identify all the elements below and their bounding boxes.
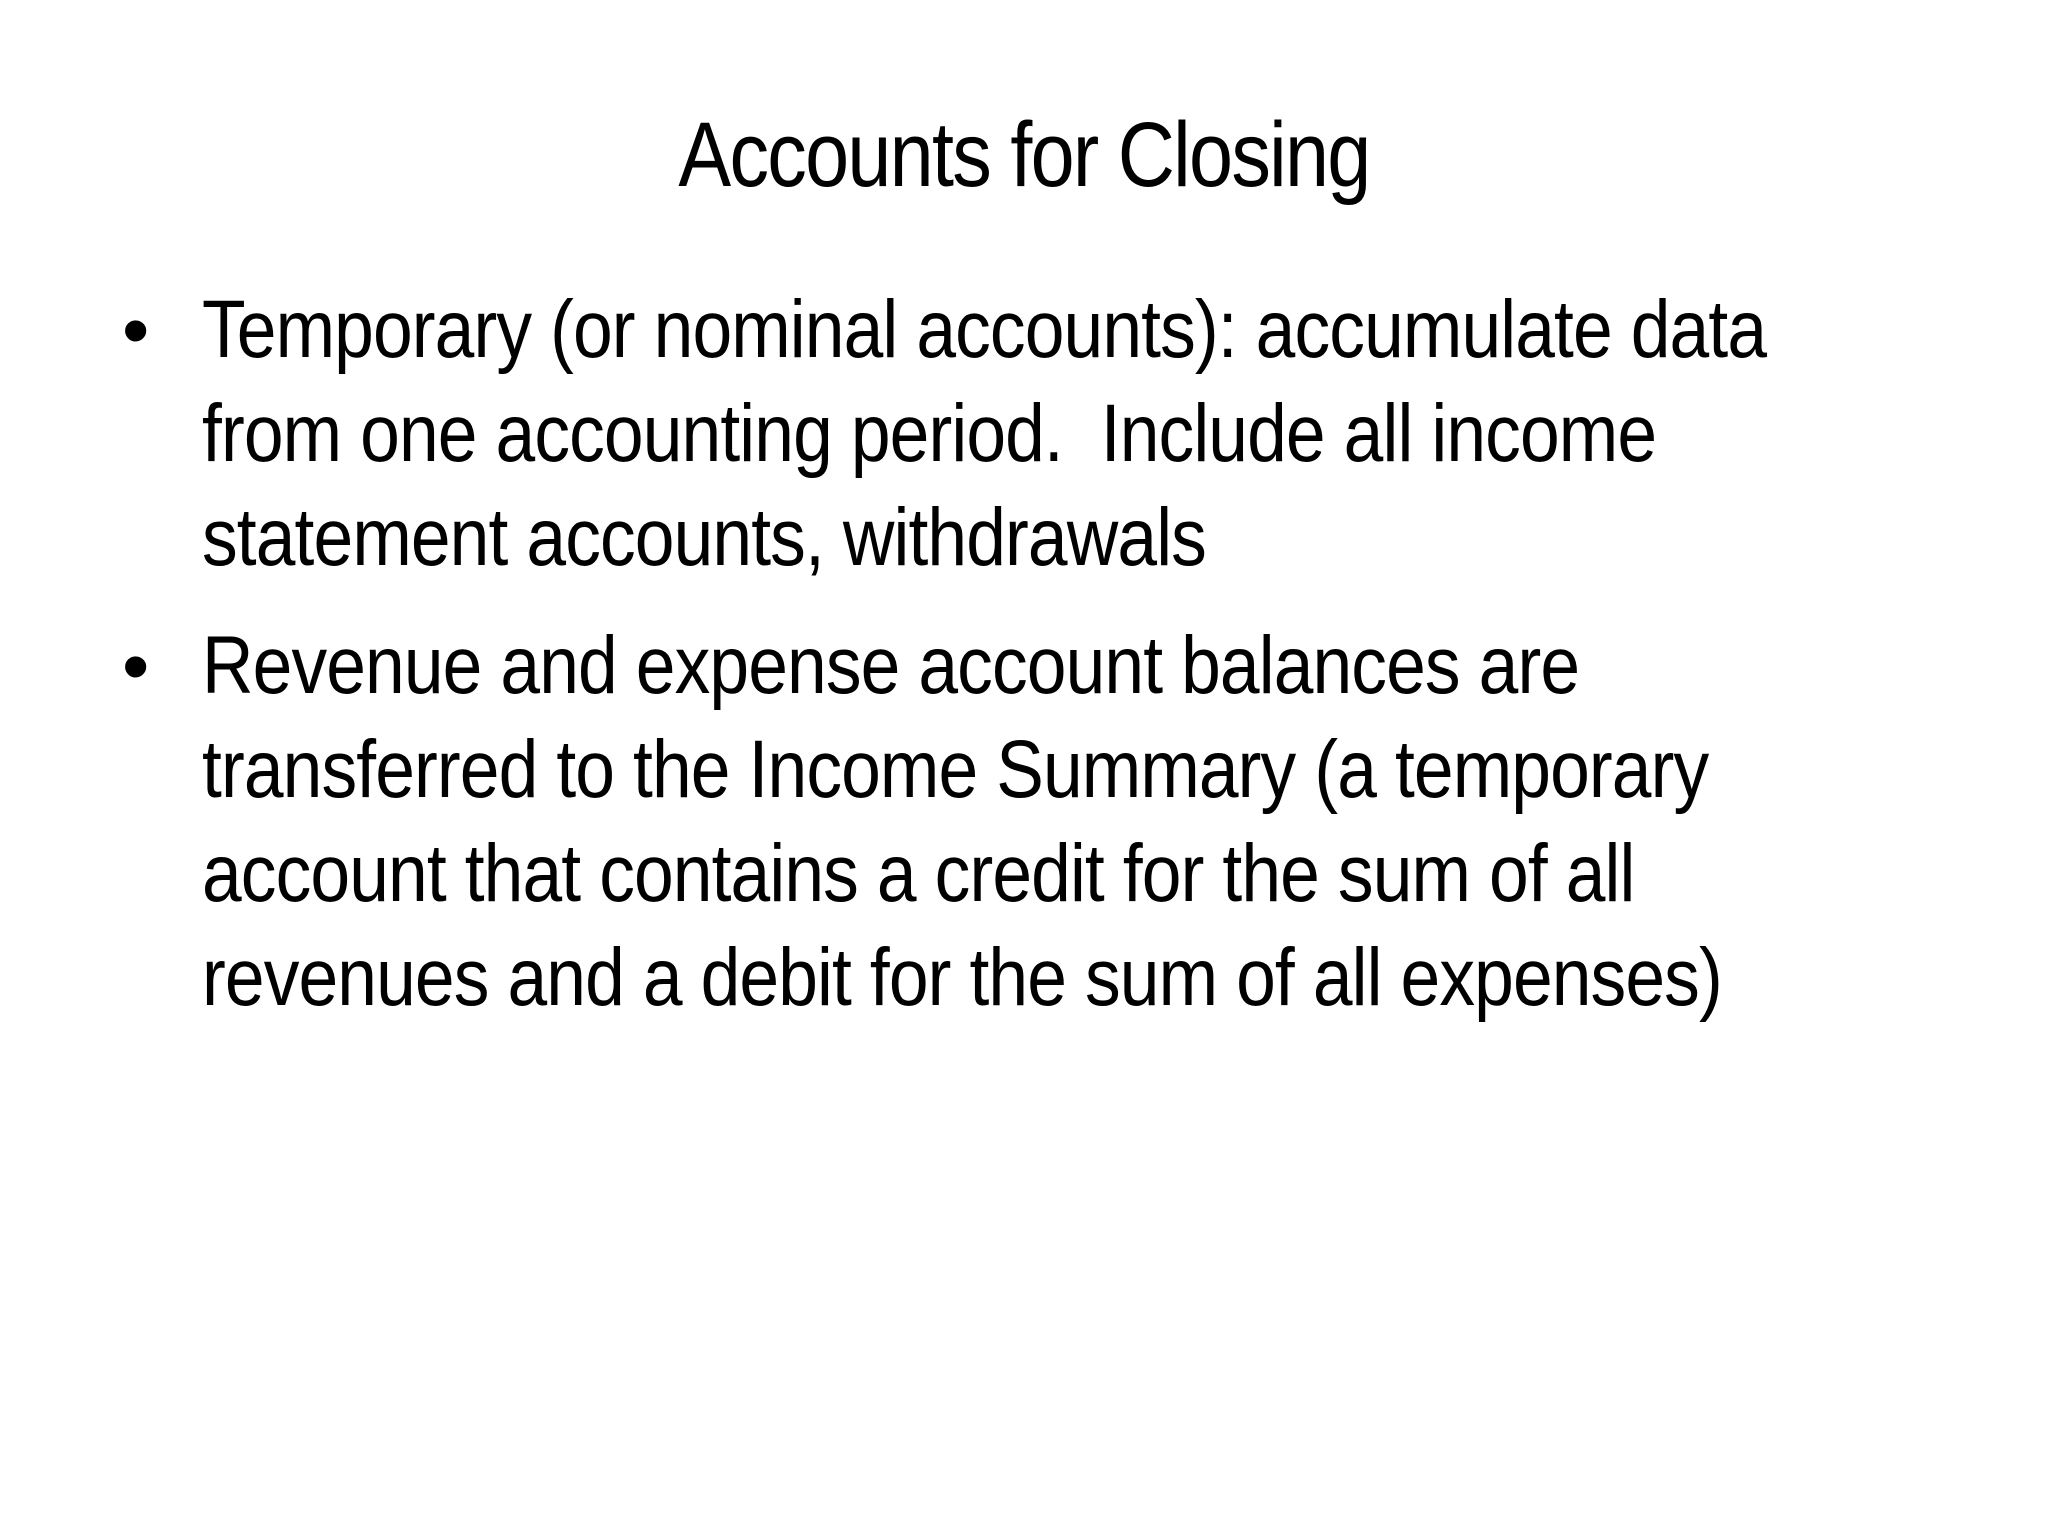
bullet-line: Temporary (or nominal accounts): accumulate data (202, 284, 1767, 375)
bullet-line: account that contains a credit for the sum of all (202, 828, 1635, 919)
bullet-line: transferred to the Income Summary (a temporary (202, 724, 1709, 815)
bullet-item-temporary-accounts (122, 278, 1962, 590)
slide-title: Accounts for Closing (678, 104, 1370, 206)
bullet-dot-icon: • (122, 622, 150, 710)
bullet-dot-icon: • (122, 286, 150, 374)
bullet-list (122, 278, 1962, 1054)
bullet-text (202, 614, 2020, 1030)
bullet-item-revenue-expense (122, 614, 1962, 1030)
bullet-line: revenues and a debit for the sum of all expenses) (202, 932, 1722, 1023)
bullet-line: from one accounting period. Include all income (202, 388, 1657, 479)
bullet-text (202, 278, 2020, 590)
bullet-line: statement accounts, withdrawals (202, 492, 1206, 583)
bullet-line: Revenue and expense account balances are (202, 620, 1580, 711)
